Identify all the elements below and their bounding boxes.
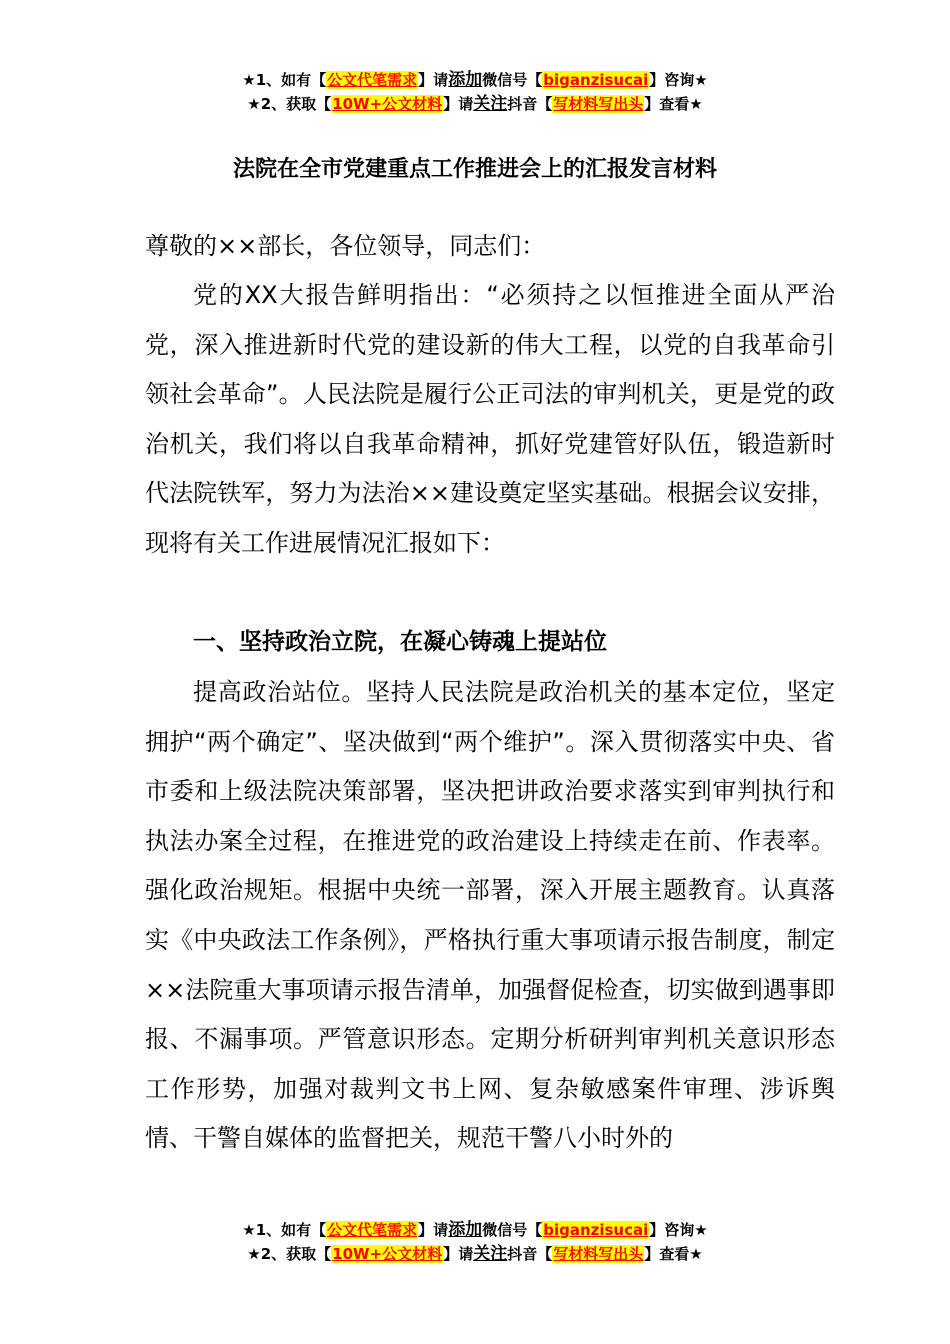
promo-highlight-douyin: 写材料写出头 bbox=[553, 95, 644, 113]
document-title: 法院在全市党建重点工作推进会上的汇报发言材料 bbox=[232, 157, 717, 182]
bottom-promo-banner bbox=[0, 1218, 950, 1266]
promo-text: 】请 bbox=[418, 71, 449, 89]
promo-text: 】请 bbox=[418, 1221, 449, 1239]
promo-line-2 bbox=[0, 92, 950, 116]
promo-emphasis: 关注 bbox=[473, 94, 508, 114]
promo-emphasis: 关注 bbox=[473, 1244, 508, 1264]
promo-highlight-douyin: 写材料写出头 bbox=[553, 1245, 644, 1263]
promo-text: 】请 bbox=[443, 95, 474, 113]
promo-text: ★2、获取【 bbox=[247, 1245, 332, 1263]
promo-highlight-service: 公文代笔需求 bbox=[327, 1221, 418, 1239]
top-promo-banner bbox=[0, 68, 950, 116]
promo-line-2 bbox=[0, 1242, 950, 1266]
promo-highlight-wechat: biganzisucai bbox=[543, 71, 649, 89]
promo-highlight-service: 公文代笔需求 bbox=[327, 71, 418, 89]
promo-text: ★1、如有【 bbox=[242, 1221, 327, 1239]
promo-highlight-wechat: biganzisucai bbox=[543, 1221, 649, 1239]
section-1-paragraph: 提高政治站位。坚持人民法院是政治机关的基本定位，坚定拥护“两个确定”、坚决做到“两个维护”。深入贯彻落实中央、省市委和上级法院决策部署，坚决把讲政治要求落实到审判执行和执法办案全过程，在推进党的政治建设上持续走在前、作表率。强化政治规矩。根据中央统一部署，深入开展主题教育。认真落实《中央政法工作条例》，严格执行重大事项请示报告制度，制定××法院重大事项请示报告清单，加强督促检查，切实做到遇事即报、不漏事项。严管意识形态。定期分析研判审判机关意识形态工作形势，加强对裁判文书上网、复杂敏感案件审理、涉诉舆情、干警自媒体的监督把关，规范干警八小时外的 bbox=[145, 678, 835, 1153]
promo-emphasis: 添加 bbox=[448, 1220, 483, 1240]
promo-highlight-materials: 10W+公文材料 bbox=[332, 1245, 443, 1263]
promo-text: 抖音【 bbox=[507, 1245, 553, 1263]
promo-text: ★1、如有【 bbox=[242, 71, 327, 89]
promo-text: 微信号【 bbox=[482, 1221, 543, 1239]
promo-text: 微信号【 bbox=[482, 71, 543, 89]
promo-text: 】咨询★ bbox=[649, 1221, 708, 1239]
promo-text: 】查看★ bbox=[644, 95, 703, 113]
promo-line-1 bbox=[0, 1218, 950, 1242]
promo-line-1 bbox=[0, 68, 950, 92]
salutation: 尊敬的××部长，各位领导，同志们： bbox=[145, 232, 546, 260]
promo-text: 】查看★ bbox=[644, 1245, 703, 1263]
promo-text: 】请 bbox=[443, 1245, 474, 1263]
intro-paragraph: 党的XX大报告鲜明指出：“必须持之以恒推进全面从严治党，深入推进新时代党的建设新的伟大工程，以党的自我革命引领社会革命”。人民法院是履行公正司法的审判机关，更是党的政治机关，我们将以自我革命精神，抓好党建管好队伍，锻造新时代法院铁军，努力为法治××建设奠定坚实基础。根据会议安排，现将有关工作进展情况汇报如下： bbox=[145, 281, 835, 557]
promo-text: 】咨询★ bbox=[649, 71, 708, 89]
promo-highlight-materials: 10W+公文材料 bbox=[332, 95, 443, 113]
promo-text: ★2、获取【 bbox=[247, 95, 332, 113]
promo-emphasis: 添加 bbox=[448, 70, 483, 90]
section-heading-1: 一、坚持政治立院，在凝心铸魂上提站位 bbox=[193, 629, 607, 655]
promo-text: 抖音【 bbox=[507, 95, 553, 113]
